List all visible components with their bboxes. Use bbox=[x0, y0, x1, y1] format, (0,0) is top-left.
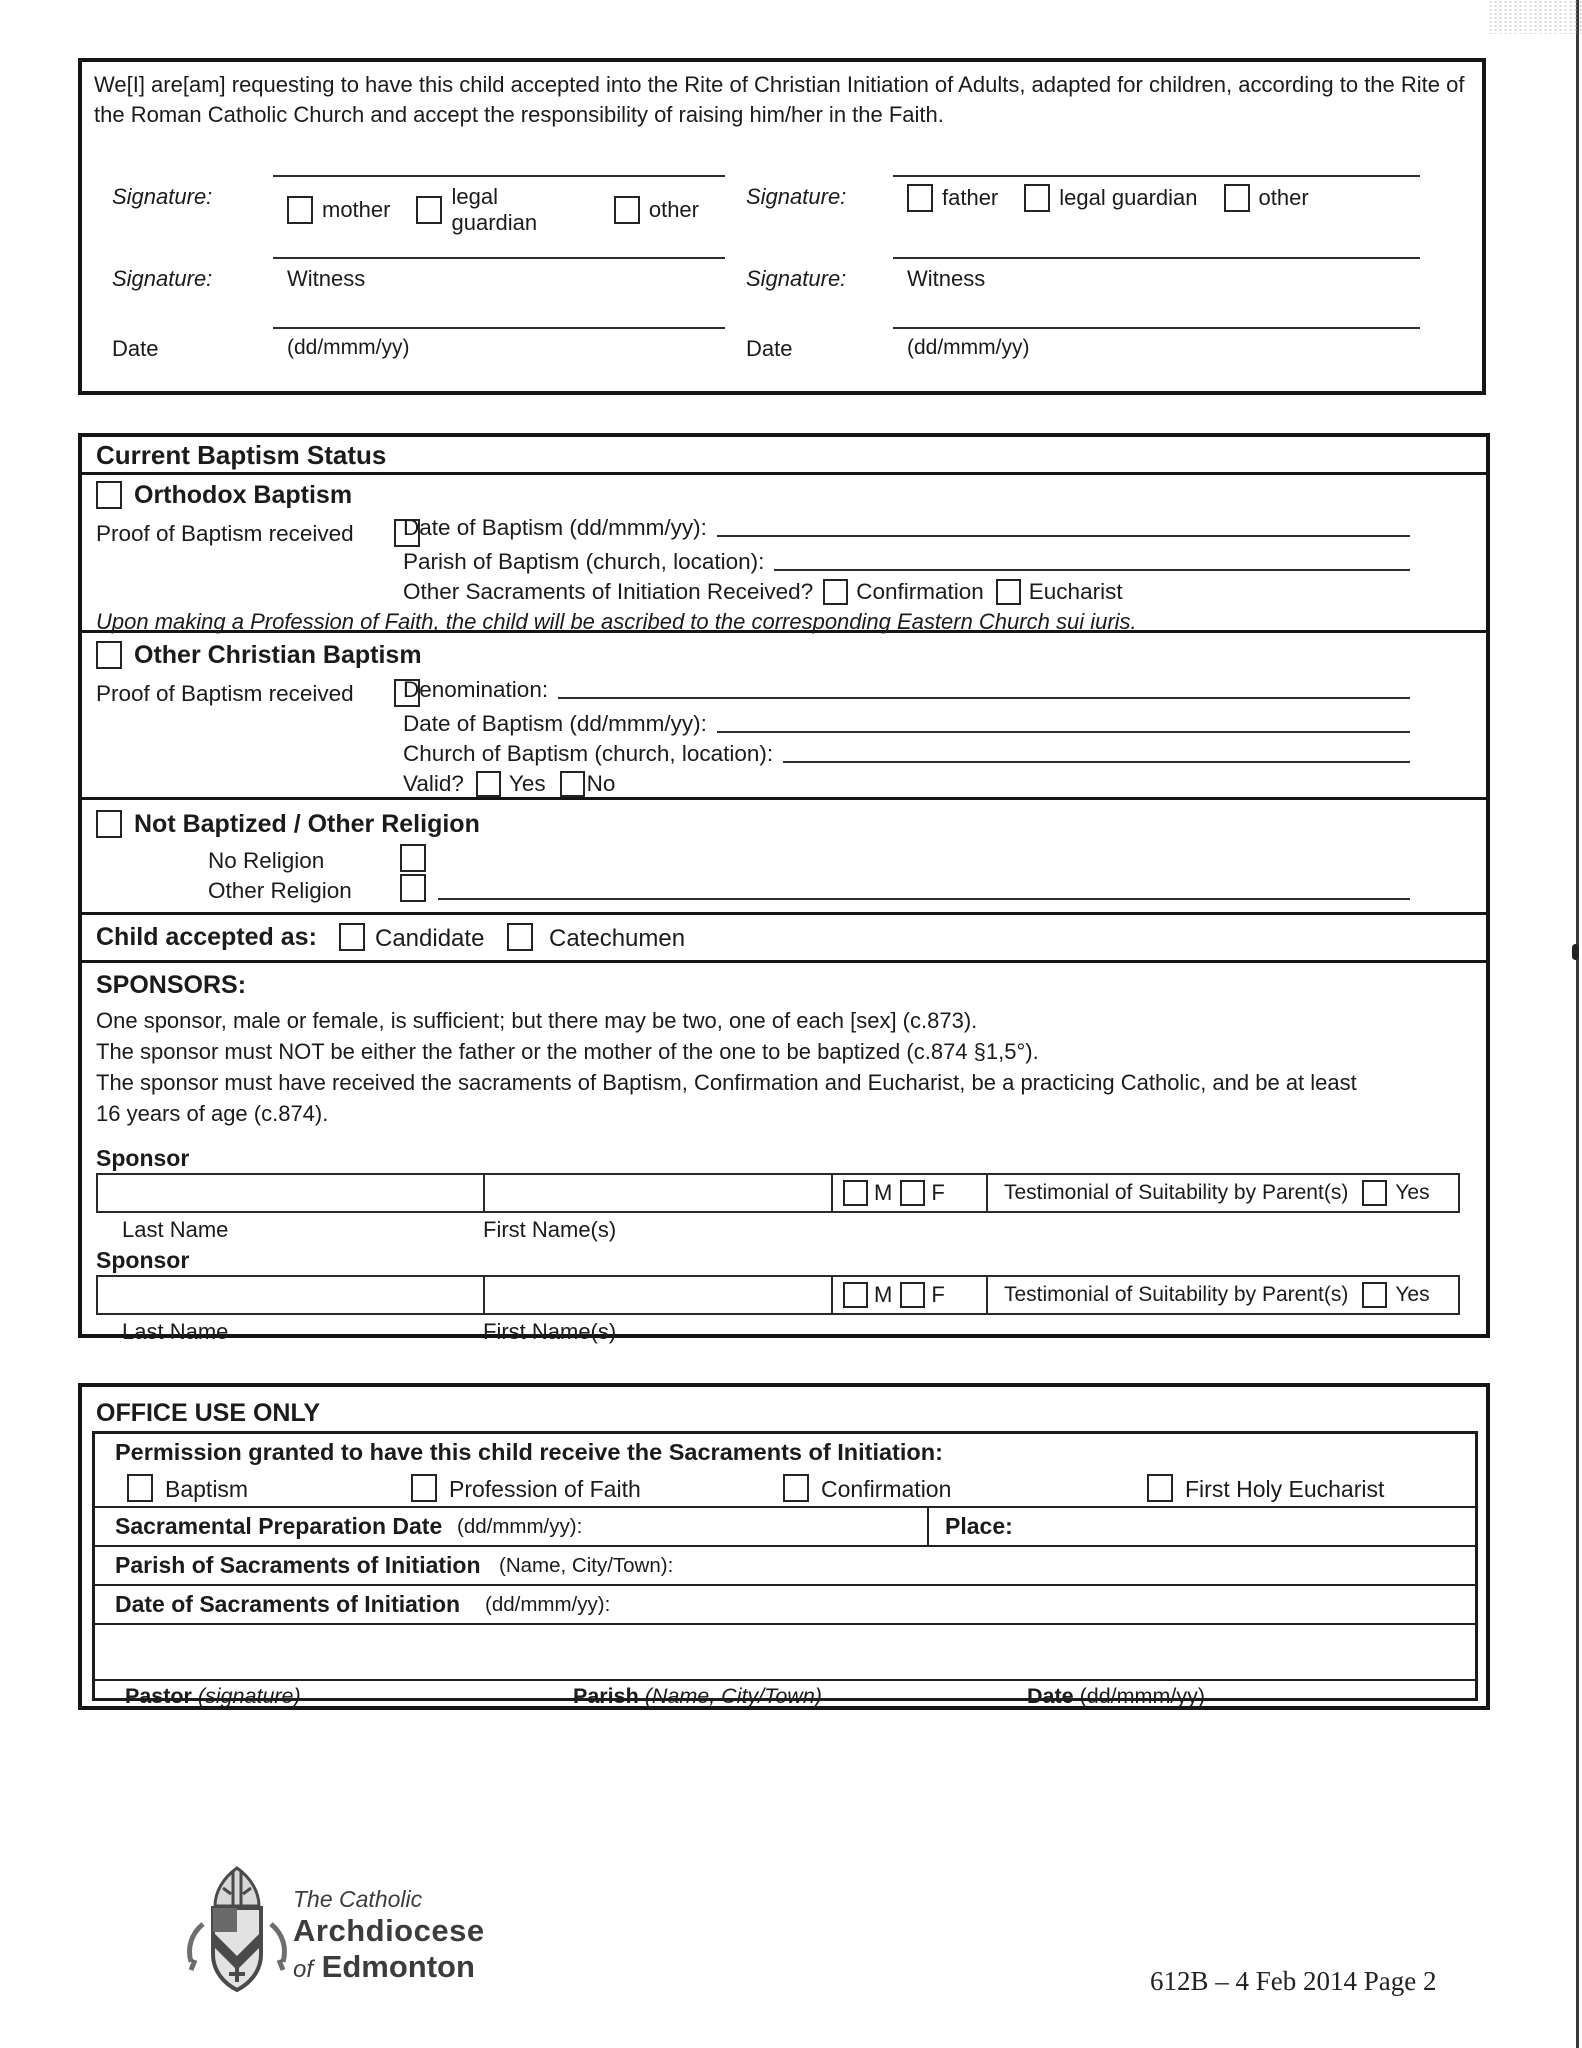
sponsor2-label: Sponsor bbox=[96, 1247, 190, 1273]
parish-initiation-input[interactable] bbox=[695, 1547, 1465, 1584]
legal-guardian-1-checkbox[interactable] bbox=[416, 196, 442, 224]
date2-line[interactable] bbox=[893, 327, 1420, 360]
baptism-status-section bbox=[78, 433, 1490, 1344]
sponsor1-last-name-caption: Last Name bbox=[122, 1217, 229, 1242]
parish-initiation-format: (Name, City/Town): bbox=[499, 1554, 674, 1577]
baptism-status-title-bar bbox=[82, 437, 1486, 475]
orthodox-proof-label: Proof of Baptism received bbox=[96, 521, 354, 546]
sponsor1-testimonial-yes-checkbox[interactable] bbox=[1362, 1180, 1387, 1206]
valid-yes-checkbox[interactable] bbox=[476, 771, 501, 797]
logo-line3-of: of bbox=[293, 1956, 314, 1983]
sponsors-section bbox=[82, 963, 1486, 1344]
pastor-signature-row bbox=[95, 1679, 1475, 1710]
legal-guardian-1-label: legal guardian bbox=[451, 184, 538, 235]
sponsor1-last-name-field[interactable] bbox=[98, 1175, 485, 1211]
sponsor1-male-checkbox[interactable] bbox=[843, 1180, 868, 1206]
place-input[interactable] bbox=[1025, 1508, 1465, 1545]
orthodox-confirmation-label: Confirmation bbox=[856, 579, 984, 604]
oc-date-input-line[interactable] bbox=[717, 731, 1410, 733]
office-use-title: OFFICE USE ONLY bbox=[96, 1399, 321, 1427]
pastor-label: Pastor bbox=[125, 1684, 192, 1708]
date-label-1: Date bbox=[112, 336, 159, 361]
footer-form-code: 612B – 4 Feb 2014 Page 2 bbox=[1150, 1966, 1437, 1996]
other-christian-heading: Other Christian Baptism bbox=[134, 641, 422, 669]
sponsor1-first-name-field[interactable] bbox=[485, 1175, 833, 1211]
sponsor2-female-label: F bbox=[931, 1282, 945, 1307]
sponsor1-first-name-caption: First Name(s) bbox=[483, 1217, 617, 1242]
witness1-signature-line[interactable] bbox=[273, 257, 725, 292]
sponsor2-last-name-caption: Last Name bbox=[122, 1319, 229, 1344]
catechumen-label: Catechumen bbox=[549, 925, 686, 952]
prep-date-input[interactable] bbox=[585, 1508, 925, 1545]
sponsor2-row bbox=[96, 1275, 1460, 1315]
orthodox-other-sacraments-label: Other Sacraments of Initiation Received? bbox=[403, 579, 814, 604]
other-religion-label: Other Religion bbox=[208, 878, 352, 903]
archdiocese-crest-logo bbox=[185, 1862, 289, 2000]
orthodox-date-label: Date of Baptism (dd/mmm/yy): bbox=[403, 515, 707, 540]
permission-row bbox=[95, 1434, 1475, 1506]
sponsor2-female-checkbox[interactable] bbox=[900, 1282, 925, 1308]
office-use-section bbox=[78, 1383, 1490, 1710]
orthodox-confirmation-checkbox[interactable] bbox=[823, 579, 848, 605]
parish-initiation-label: Parish of Sacraments of Initiation bbox=[115, 1552, 481, 1578]
not-baptized-section bbox=[82, 800, 1486, 915]
sponsor2-testimonial-cell bbox=[988, 1277, 1458, 1313]
witness1-label: Witness bbox=[287, 266, 366, 291]
orthodox-baptism-heading: Orthodox Baptism bbox=[134, 481, 353, 509]
confirmation-permission-label: Confirmation bbox=[821, 1476, 952, 1502]
other-religion-checkbox[interactable] bbox=[400, 874, 426, 902]
child-accepted-label: Child accepted as: bbox=[96, 923, 317, 951]
date1-line[interactable] bbox=[273, 327, 725, 360]
orthodox-note: Upon making a Profession of Faith, the child will be ascribed to the corresponding Eastern Church sui iuris. bbox=[96, 609, 1137, 634]
consent-statement bbox=[94, 70, 1472, 130]
witness2-signature-line[interactable] bbox=[893, 257, 1420, 292]
parent2-signature-line[interactable] bbox=[893, 175, 1420, 212]
no-religion-checkbox[interactable] bbox=[400, 844, 426, 872]
oc-church-label: Church of Baptism (church, location): bbox=[403, 741, 774, 766]
baptism-permission-label: Baptism bbox=[165, 1476, 249, 1502]
scan-edge-line bbox=[1576, 0, 1579, 2048]
sponsor1-testimonial-yes-label: Yes bbox=[1395, 1181, 1430, 1204]
legal-guardian-2-checkbox[interactable] bbox=[1024, 184, 1050, 212]
consent-section bbox=[78, 58, 1486, 395]
signature-label-witness1: Signature: bbox=[112, 266, 213, 291]
sponsors-heading: SPONSORS: bbox=[96, 971, 247, 999]
legal-guardian-2-label: legal guardian bbox=[1059, 185, 1198, 210]
signature-label-parent2: Signature: bbox=[746, 184, 847, 209]
sponsor2-gender-cell bbox=[833, 1277, 988, 1313]
sponsors-rules bbox=[96, 1005, 1357, 1129]
signature-label-parent1: Signature: bbox=[112, 184, 213, 209]
orthodox-baptism-checkbox[interactable] bbox=[96, 481, 122, 509]
orthodox-date-input-line[interactable] bbox=[717, 535, 1410, 537]
orthodox-eucharist-label: Eucharist bbox=[1028, 579, 1123, 604]
valid-label: Valid? bbox=[403, 771, 464, 796]
prep-date-format: (dd/mmm/yy): bbox=[457, 1515, 583, 1538]
candidate-label: Candidate bbox=[375, 925, 485, 952]
child-accepted-row bbox=[82, 915, 1486, 963]
sponsor1-female-checkbox[interactable] bbox=[900, 1180, 925, 1206]
baptism-permission-checkbox[interactable] bbox=[127, 1474, 153, 1502]
date-initiation-label: Date of Sacraments of Initiation bbox=[115, 1591, 461, 1617]
no-religion-label: No Religion bbox=[208, 848, 325, 873]
parish-sig-note: (Name, City/Town) bbox=[644, 1684, 822, 1708]
mother-label: mother bbox=[322, 197, 391, 222]
other-2-label: other bbox=[1258, 185, 1309, 210]
orthodox-parish-label: Parish of Baptism (church, location): bbox=[403, 549, 765, 574]
date-initiation-format: (dd/mmm/yy): bbox=[485, 1593, 611, 1616]
date-initiation-input[interactable] bbox=[625, 1586, 1465, 1623]
confirmation-permission-checkbox[interactable] bbox=[783, 1474, 809, 1502]
father-label: father bbox=[942, 185, 999, 210]
sponsor2-first-name-caption: First Name(s) bbox=[483, 1319, 617, 1344]
prep-date-row bbox=[95, 1506, 1475, 1545]
sponsor1-female-label: F bbox=[931, 1180, 945, 1205]
scan-blob bbox=[1572, 944, 1579, 960]
oc-church-input-line[interactable] bbox=[783, 761, 1410, 763]
prep-place-divider bbox=[927, 1508, 929, 1545]
profession-of-faith-checkbox[interactable] bbox=[411, 1474, 437, 1502]
prep-date-label: Sacramental Preparation Date bbox=[115, 1513, 443, 1539]
parish-initiation-row bbox=[95, 1545, 1475, 1584]
sponsor2-male-label: M bbox=[874, 1282, 893, 1307]
not-baptized-checkbox[interactable] bbox=[96, 810, 122, 838]
sponsor2-testimonial-yes-checkbox[interactable] bbox=[1362, 1282, 1387, 1308]
date2-format: (dd/mmm/yy) bbox=[907, 336, 1030, 359]
parish-sig-label: Parish bbox=[573, 1684, 639, 1708]
sponsor2-last-name-field[interactable] bbox=[98, 1277, 485, 1313]
profession-of-faith-label: Profession of Faith bbox=[449, 1476, 641, 1502]
parent1-signature-line[interactable] bbox=[273, 175, 725, 236]
orthodox-baptism-section bbox=[82, 475, 1486, 633]
father-checkbox[interactable] bbox=[907, 184, 933, 212]
sponsor1-male-label: M bbox=[874, 1180, 893, 1205]
witness2-label: Witness bbox=[907, 266, 986, 291]
first-holy-eucharist-label: First Holy Eucharist bbox=[1185, 1476, 1385, 1502]
catechumen-checkbox[interactable] bbox=[507, 923, 533, 951]
sponsor1-gender-cell bbox=[833, 1175, 988, 1211]
date-sig-label: Date bbox=[1027, 1684, 1074, 1708]
pastor-note: (signature) bbox=[197, 1684, 301, 1708]
mother-checkbox[interactable] bbox=[287, 196, 313, 224]
not-baptized-heading: Not Baptized / Other Religion bbox=[134, 810, 480, 838]
sponsor1-testimonial-cell bbox=[988, 1175, 1458, 1211]
logo-line3-name: Edmonton bbox=[321, 1949, 475, 1984]
denomination-input-line[interactable] bbox=[558, 697, 1410, 699]
sponsor2-male-checkbox[interactable] bbox=[843, 1282, 868, 1308]
other-christian-section bbox=[82, 633, 1486, 800]
date-initiation-row bbox=[95, 1584, 1475, 1623]
other-1-checkbox[interactable] bbox=[614, 196, 640, 224]
sponsor2-testimonial-label: Testimonial of Suitability by Parent(s) bbox=[1004, 1283, 1349, 1306]
candidate-checkbox[interactable] bbox=[339, 923, 365, 951]
sponsors-rule-1: One sponsor, male or female, is sufficient; but there may be two, one of each [sex] (c.873). bbox=[96, 1008, 978, 1033]
sponsors-rule-3: The sponsor must have received the sacraments of Baptism, Confirmation and Eucharist, be a practicing Catholic, and be at least bbox=[96, 1070, 1357, 1095]
logo-line2: Archdiocese bbox=[293, 1913, 485, 1948]
sponsors-rule-4: 16 years of age (c.874). bbox=[96, 1101, 329, 1126]
other-christian-checkbox[interactable] bbox=[96, 641, 122, 669]
orthodox-eucharist-checkbox[interactable] bbox=[996, 579, 1021, 605]
office-inner-box bbox=[92, 1431, 1478, 1708]
oc-date-label: Date of Baptism (dd/mmm/yy): bbox=[403, 711, 707, 736]
sponsor1-testimonial-label: Testimonial of Suitability by Parent(s) bbox=[1004, 1181, 1349, 1204]
baptism-status-title: Current Baptism Status bbox=[96, 440, 387, 470]
place-label: Place: bbox=[945, 1513, 1013, 1539]
sponsors-rule-2: The sponsor must NOT be either the father or the mother of the one to be baptized (c.874 §1,5°). bbox=[96, 1039, 1039, 1064]
valid-yes-label: Yes bbox=[508, 771, 546, 796]
archdiocese-logo bbox=[185, 1858, 605, 2003]
date1-format: (dd/mmm/yy) bbox=[287, 336, 410, 359]
signature-label-witness2: Signature: bbox=[746, 266, 847, 291]
sponsor2-first-name-field[interactable] bbox=[485, 1277, 833, 1313]
sponsor2-testimonial-yes-label: Yes bbox=[1395, 1283, 1430, 1306]
consent-statement-line2: the Roman Catholic Church and accept the responsibility of raising him/her in the Faith. bbox=[94, 102, 944, 127]
valid-no-label: No bbox=[586, 771, 616, 796]
scan-corner-speckle bbox=[1488, 0, 1582, 34]
orthodox-parish-input-line[interactable] bbox=[774, 569, 1410, 571]
date-label-2: Date bbox=[746, 336, 793, 361]
logo-line1: The Catholic bbox=[293, 1886, 423, 1912]
sponsor1-row bbox=[96, 1173, 1460, 1213]
consent-statement-line1: We[I] are[am] requesting to have this child accepted into the Rite of Christian Initiation of Adults, adapted for children, according to the Rite of bbox=[94, 72, 1465, 97]
other-religion-input-line[interactable] bbox=[438, 874, 1410, 900]
date-sig-note: (dd/mmm/yy) bbox=[1079, 1684, 1206, 1708]
first-holy-eucharist-checkbox[interactable] bbox=[1147, 1474, 1173, 1502]
permission-label: Permission granted to have this child receive the Sacraments of Initiation: bbox=[115, 1439, 943, 1465]
other-1-label: other bbox=[648, 197, 699, 222]
denomination-label: Denomination: bbox=[403, 677, 549, 702]
other-2-checkbox[interactable] bbox=[1224, 184, 1250, 212]
valid-no-checkbox[interactable] bbox=[560, 771, 585, 797]
sponsor1-label: Sponsor bbox=[96, 1145, 190, 1171]
signature-blank-row[interactable] bbox=[95, 1623, 1475, 1679]
other-christian-proof-label: Proof of Baptism received bbox=[96, 681, 354, 706]
